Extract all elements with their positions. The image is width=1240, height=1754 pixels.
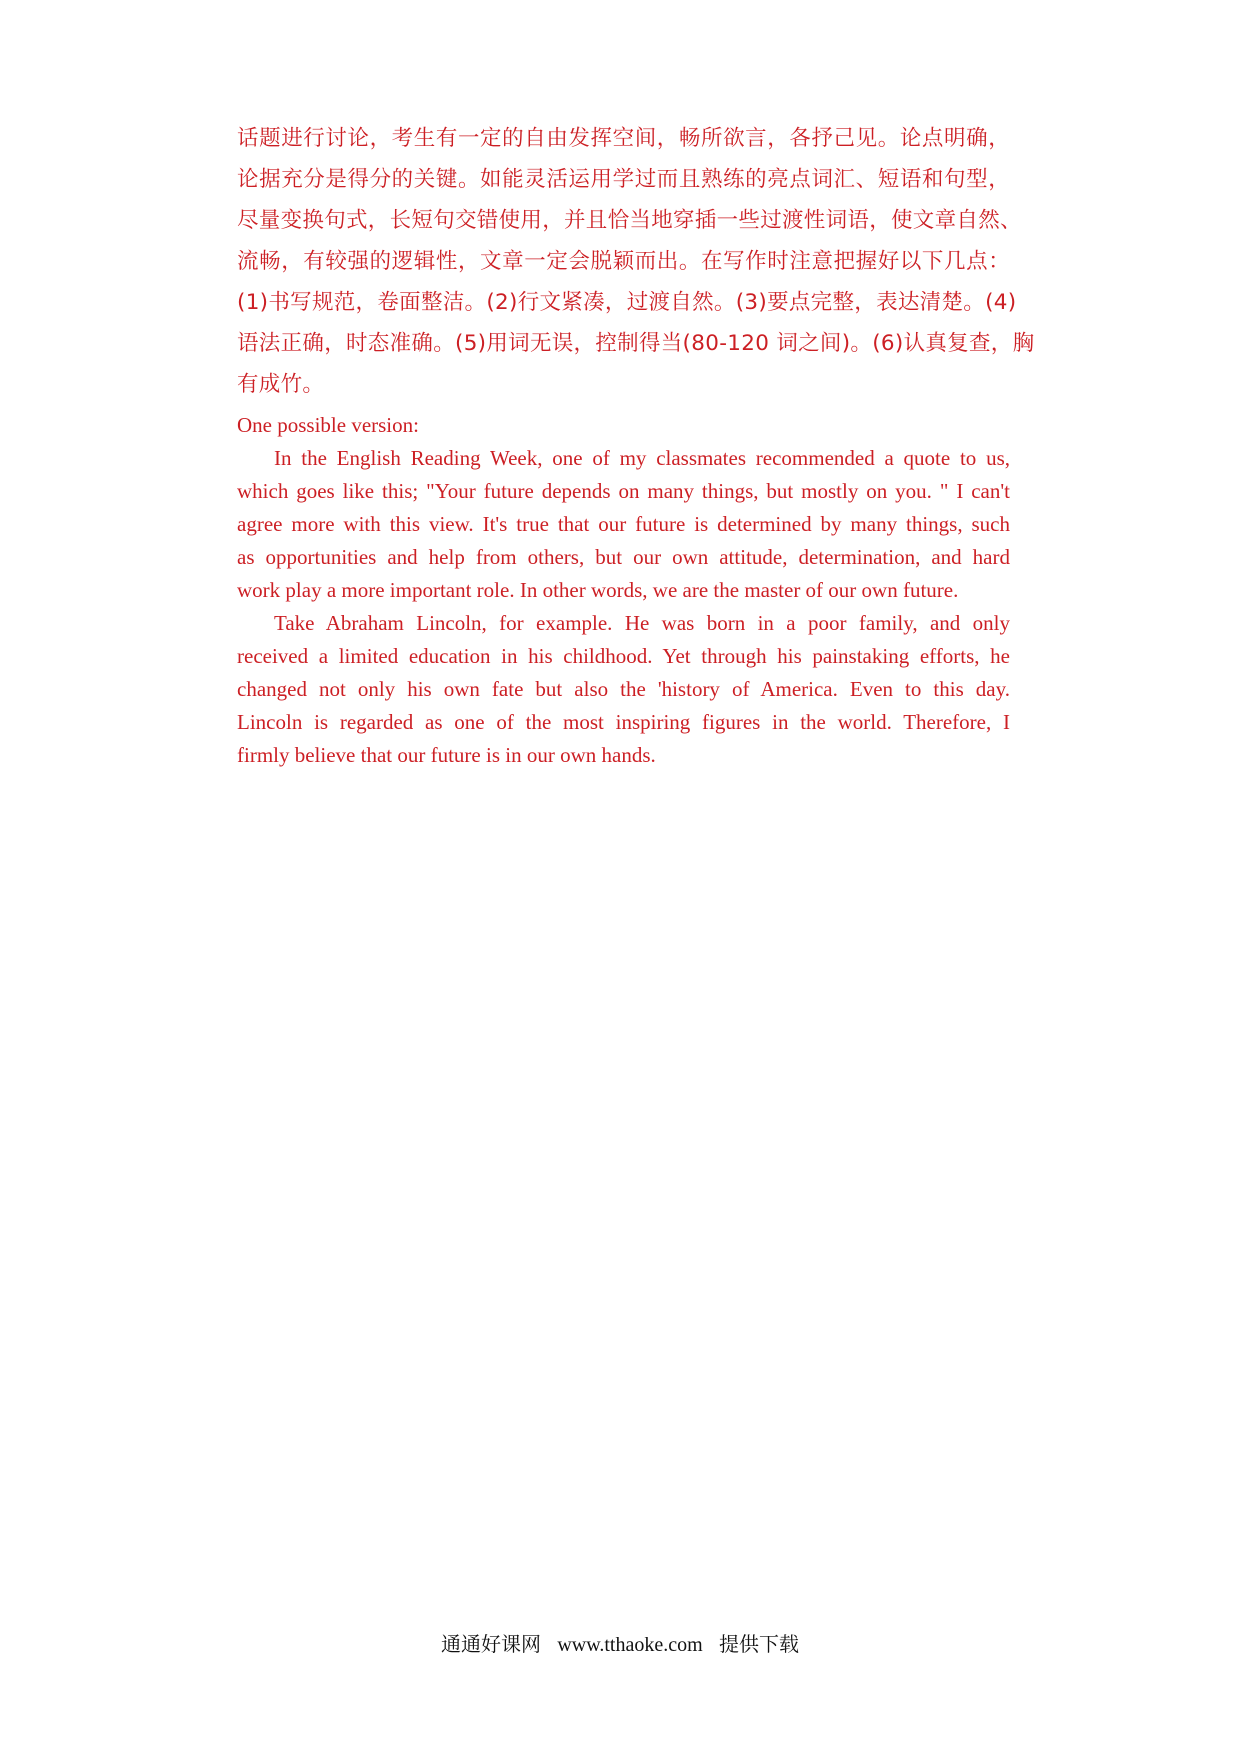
sample-line: work play a more important role. In other words, we are the master of our own future. — [237, 578, 959, 602]
sample-version-label: One possible version: — [237, 413, 419, 437]
sample-line: as opportunities and help from others, but our own attitude, determination, and hard — [237, 545, 1010, 569]
analysis-line: 流畅，有较强的逻辑性，文章一定会脱颖而出。在写作时注意把握好以下几点： — [237, 249, 1010, 274]
sample-line: Take Abraham Lincoln, for example. He was born in a poor family, and only — [274, 611, 1010, 635]
sample-line: agree more with this view. It's true that our future is determined by many things, such — [237, 512, 1010, 536]
sample-line: Lincoln is regarded as one of the most inspiring figures in the world. Therefore, I — [237, 710, 1010, 734]
sample-line: In the English Reading Week, one of my classmates recommended a quote to us, — [274, 446, 1010, 470]
analysis-line: 有成竹。 — [237, 372, 325, 397]
analysis-line: 语法正确，时态准确。(5)用词无误，控制得当(80-120 词之间)。(6)认真复查，胸 — [237, 331, 1035, 356]
analysis-line: (1)书写规范，卷面整洁。(2)行文紧凑，过渡自然。(3)要点完整，表达清楚。(4) — [237, 290, 1017, 315]
footer-action-text: 提供下载 — [719, 1632, 800, 1656]
footer-site-name: 通通好课网 — [440, 1632, 541, 1656]
sample-paragraph-2 — [237, 607, 1010, 772]
analysis-line: 话题进行讨论，考生有一定的自由发挥空间，畅所欲言，各抒己见。论点明确， — [237, 126, 1010, 151]
sample-line: changed not only his own fate but also the 'history of America. Even to this day. — [237, 677, 1010, 701]
sample-line: firmly believe that our future is in our own hands. — [237, 743, 656, 767]
analysis-line: 论据充分是得分的关键。如能灵活运用学过而且熟练的亮点词汇、短语和句型， — [237, 167, 1010, 192]
sample-line: received a limited education in his childhood. Yet through his painstaking efforts, he — [237, 644, 1010, 668]
analysis-line: 尽量变换句式，长短句交错使用，并且恰当地穿插一些过渡性词语，使文章自然、 — [237, 208, 1022, 233]
answer-content — [237, 118, 1035, 772]
sample-paragraph-1 — [237, 442, 1010, 607]
sample-line: which goes like this; "Your future depends on many things, but mostly on you. " I can't — [237, 479, 1010, 503]
footer-url-link[interactable]: www.tthaoke.com — [557, 1634, 703, 1656]
analysis-paragraph — [237, 118, 1035, 405]
page-footer — [0, 1630, 1240, 1659]
